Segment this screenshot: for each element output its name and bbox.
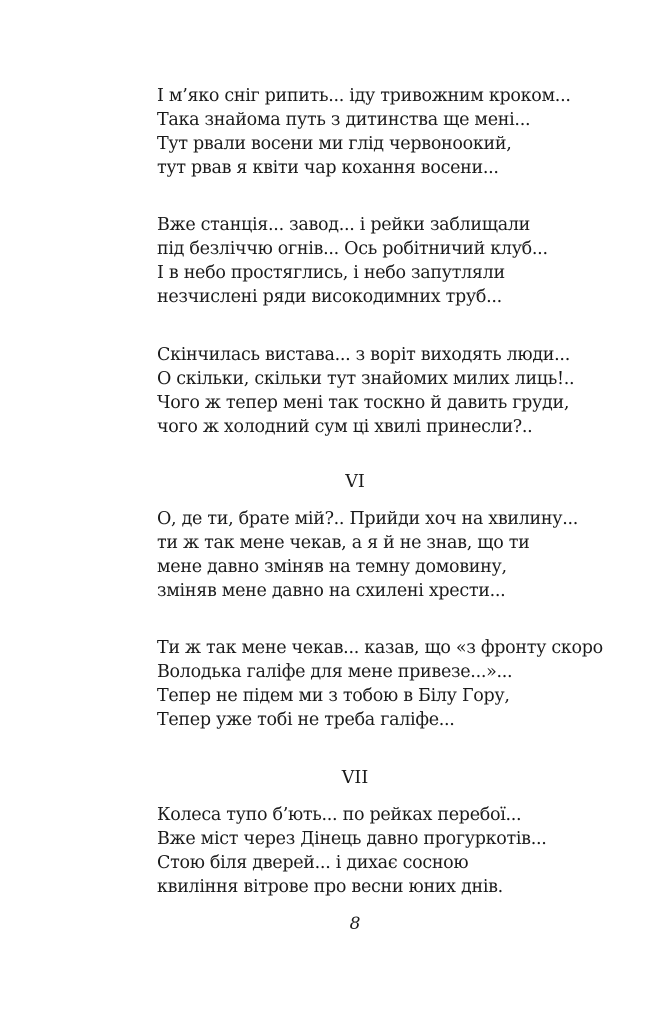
verse-line: тут рвав я квіти чар кохання восени... xyxy=(157,158,499,178)
stanza-3 xyxy=(157,343,627,439)
verse-line: Тут рвали восени ми глід червоноокий, xyxy=(157,134,512,154)
verse-line: Тепер уже тобі не треба галіфе... xyxy=(157,710,455,730)
page-number: 8 xyxy=(349,914,361,934)
verse-line: зміняв мене давно на схилені хрести... xyxy=(157,581,506,601)
verse-line: мене давно зміняв на темну домовину, xyxy=(157,557,507,577)
verse-line: ти ж так мене чекав, а я й не знав, що ти xyxy=(157,533,530,553)
stanza-6 xyxy=(157,803,627,899)
verse-line: незчислені ряди високодимних труб... xyxy=(157,287,502,307)
verse-line: Вже станція... завод... і рейки заблищали xyxy=(157,215,531,235)
verse-line: Колеса тупо б’ють... по рейках перебої... xyxy=(157,805,522,825)
verse-line: Чого ж тепер мені так тоскно й давить груди, xyxy=(157,393,570,413)
verse-line: під безліччю огнів... Ось робітничий клуб... xyxy=(157,239,548,259)
verse-line: Ти ж так мене чекав... казав, що «з фронту скоро xyxy=(157,638,603,658)
verse-line: І в небо простяглись, і небо запутляли xyxy=(157,263,505,283)
stanza-5 xyxy=(157,636,627,732)
verse-line: Вже міст через Дінець давно прогуркотів... xyxy=(157,829,547,849)
verse-line: квиління вітрове про весни юних днів. xyxy=(157,877,503,897)
verse-line: І м’яко сніг рипить... іду тривожним кроком... xyxy=(157,86,571,106)
verse-line: Така знайома путь з дитинства ще мені... xyxy=(157,110,531,130)
verse-line: О скільки, скільки тут знайомих милих лиць!.. xyxy=(157,369,575,389)
section-heading-vi: VI xyxy=(345,472,365,492)
stanza-1 xyxy=(157,84,627,180)
section-heading-vii: VII xyxy=(341,768,369,788)
verse-line: чого ж холодний сум ці хвилі принесли?.. xyxy=(157,417,533,437)
verse-line: Володька галіфе для мене привезе...»... xyxy=(157,662,513,682)
stanza-4 xyxy=(157,507,627,603)
verse-line: Тепер не підем ми з тобою в Білу Гору, xyxy=(157,686,510,706)
stanza-2 xyxy=(157,213,627,309)
verse-line: Скінчилась вистава... з воріт виходять люди... xyxy=(157,345,570,365)
verse-line: Стою біля дверей... і дихає сосною xyxy=(157,853,469,873)
verse-line: О, де ти, брате мій?.. Прийди хоч на хвилину... xyxy=(157,509,579,529)
